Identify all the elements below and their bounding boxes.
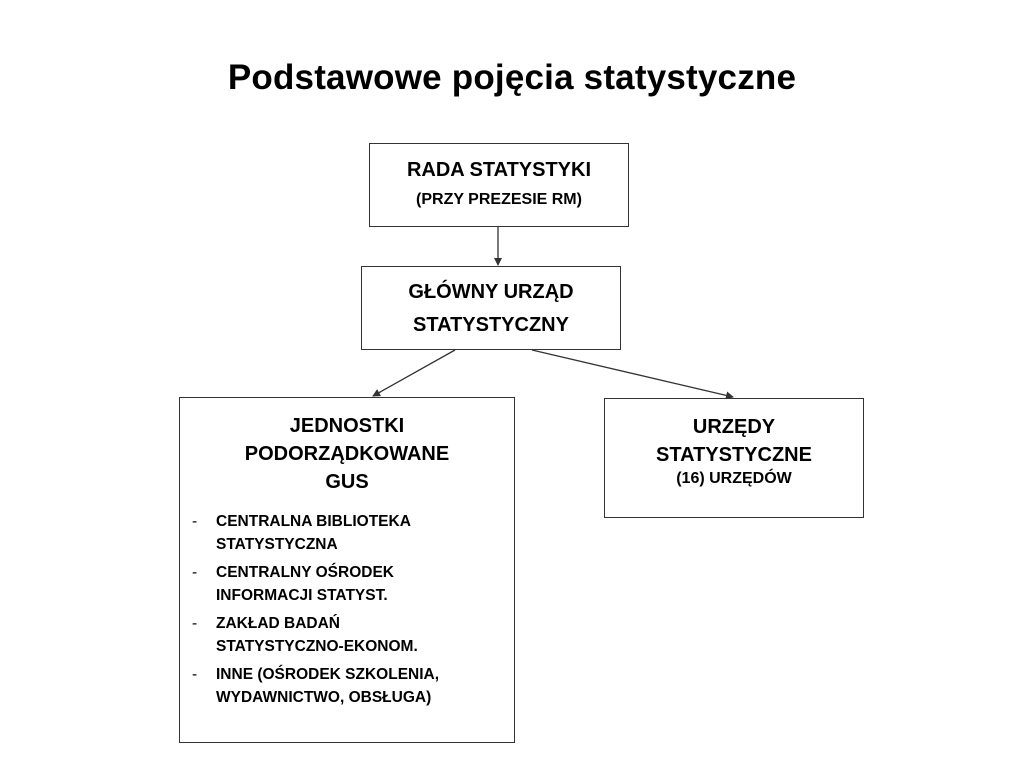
list-item-line: STATYSTYCZNA (216, 536, 338, 553)
urzedy-heading-line: URZĘDY (692, 416, 776, 438)
gus-line-1: GŁÓWNY URZĄD (408, 281, 574, 303)
list-item (180, 561, 514, 607)
jednostki-heading-line: JEDNOSTKI (289, 415, 405, 437)
list-item-line: WYDAWNICTWO, OBSŁUGA) (216, 689, 432, 706)
rada-note: (PRZY PREZESIE RM) (416, 191, 582, 208)
list-item-line: STATYSTYCZNO-EKONOM. (216, 638, 418, 655)
rada-statystyki-box (369, 143, 629, 227)
list-item (180, 663, 514, 709)
slide-title: Podstawowe pojęcia statystyczne (227, 58, 797, 97)
jednostki-box (179, 397, 515, 743)
jednostki-heading-line: GUS (325, 471, 369, 493)
list-item-line: ZAKŁAD BADAŃ (216, 615, 340, 632)
jednostki-list (180, 510, 514, 709)
bullet-dash: - (192, 615, 198, 632)
gus-line-2: STATYSTYCZNY (413, 314, 569, 336)
arrow-gus-to-urzedy (532, 350, 733, 397)
bullet-dash: - (192, 513, 198, 530)
list-item-line: CENTRALNA BIBLIOTEKA (216, 513, 411, 530)
bullet-dash: - (192, 666, 198, 683)
urzedy-heading (605, 413, 863, 469)
urzedy-heading-line: STATYSTYCZNE (656, 444, 812, 466)
glowny-urzad-box (361, 266, 621, 350)
arrow-gus-to-jednostki (373, 350, 455, 396)
jednostki-heading (180, 412, 514, 496)
jednostki-heading-line: PODORZĄDKOWANE (244, 443, 450, 465)
urzedy-note: (16) URZĘDÓW (676, 470, 792, 487)
list-item-line: INNE (OŚRODEK SZKOLENIA, (216, 666, 440, 683)
list-item-line: CENTRALNY OŚRODEK (216, 564, 394, 581)
urzedy-statystyczne-box (604, 398, 864, 518)
list-item-line: INFORMACJI STATYST. (216, 587, 388, 604)
bullet-dash: - (192, 564, 198, 581)
rada-name: RADA STATYSTYKI (406, 159, 592, 181)
list-item (180, 612, 514, 658)
list-item (180, 510, 514, 556)
